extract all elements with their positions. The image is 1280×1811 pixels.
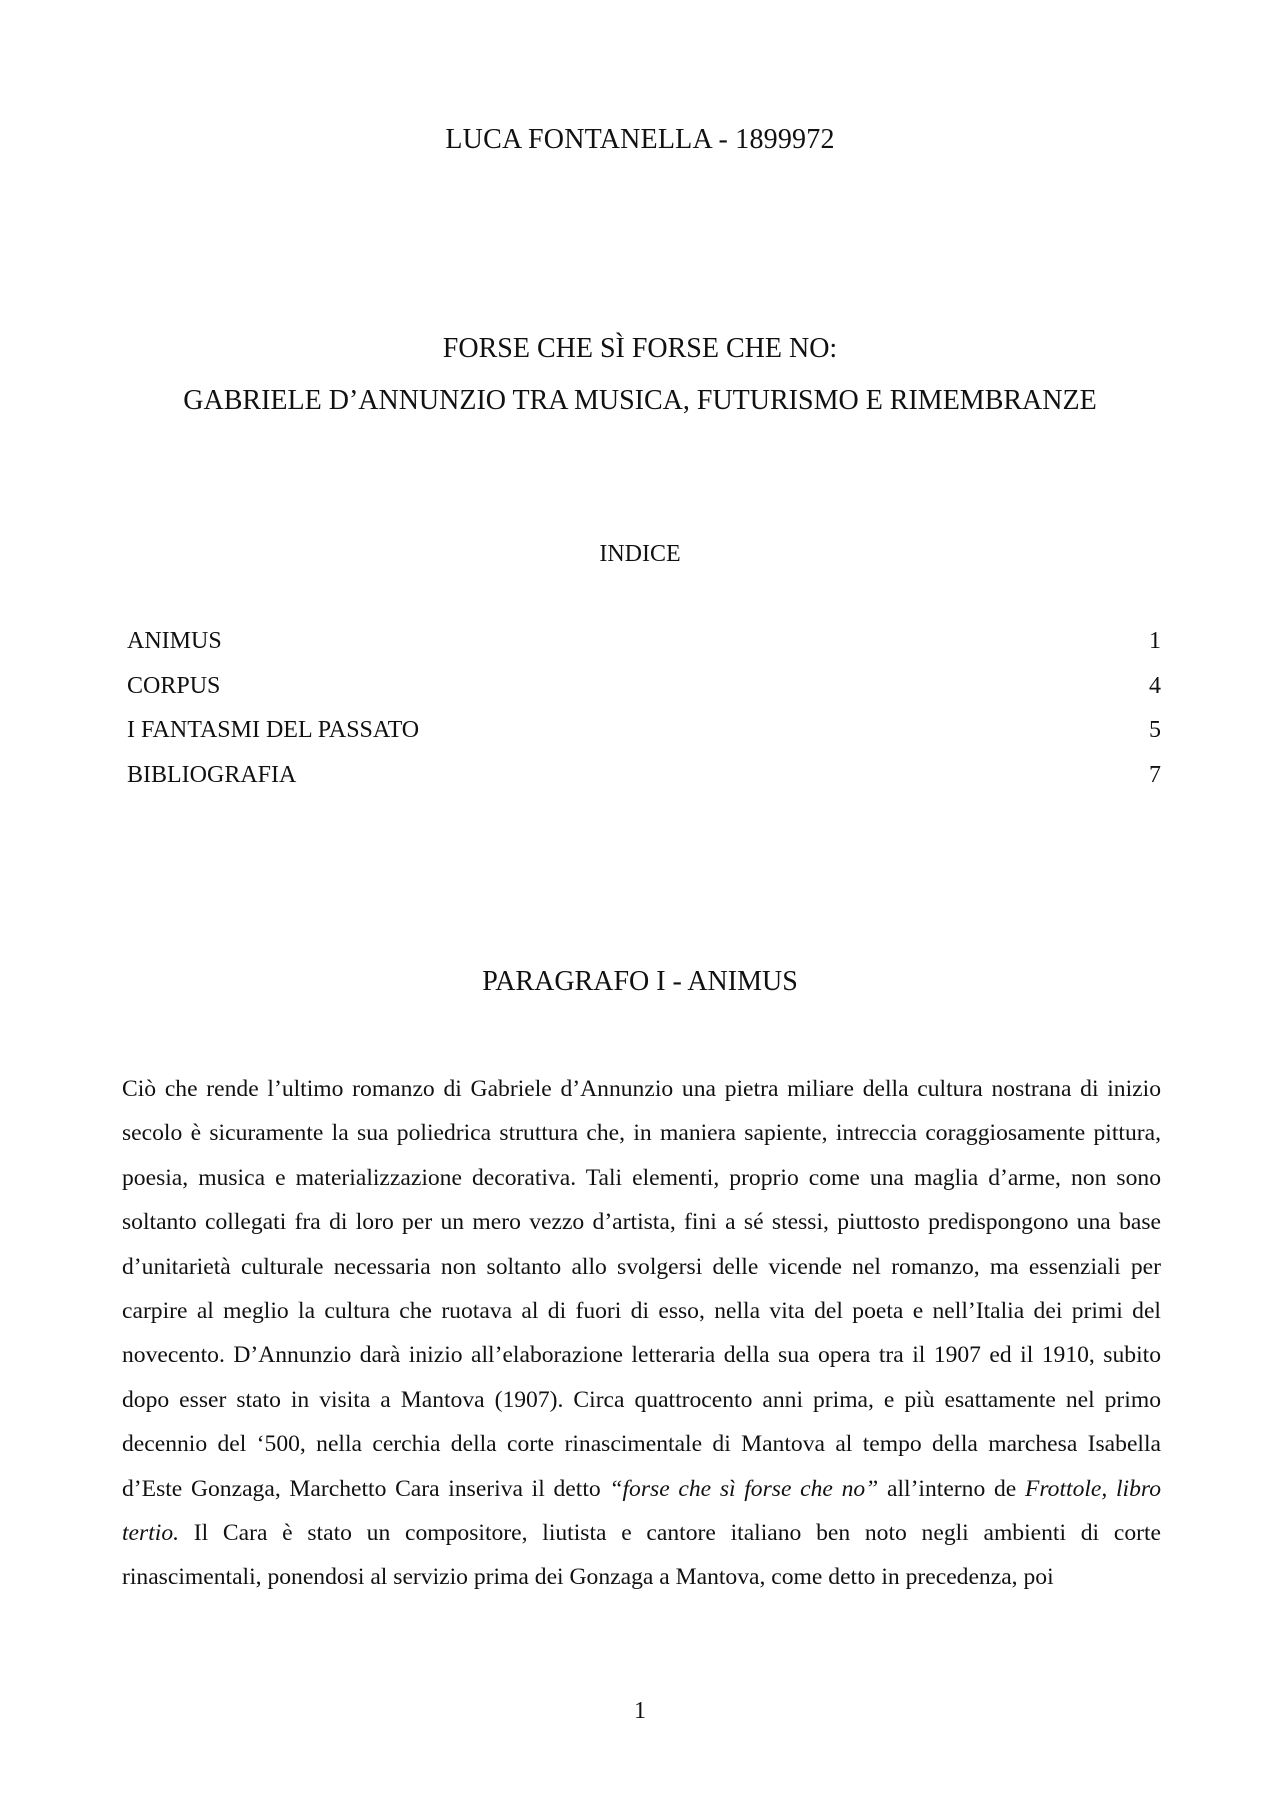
toc-entry-page: 4 bbox=[1149, 672, 1161, 699]
toc-entry-page: 5 bbox=[1149, 717, 1161, 743]
paragraph-text-part-3: Il Cara è stato un compositore, liutista e cantore italiano ben noto negli ambienti di corte rinascimentali, ponendosi al servizio prima dei Gonzaga a Mantova, come detto in precedenza, poi bbox=[122, 1520, 1161, 1591]
toc-entry bbox=[127, 717, 1161, 762]
document-title-line-2: GABRIELE D’ANNUNZIO TRA MUSICA, FUTURISMO E RIMEMBRANZE bbox=[183, 385, 1097, 416]
author-line: LUCA FONTANELLA - 1899972 bbox=[445, 124, 835, 155]
paragraph-text-part-1: Ciò che rende l’ultimo romanzo di Gabriele d’Annunzio una pietra miliare della cultura nostrana di inizio secolo è sicuramente la sua poliedrica struttura che, in maniera sapiente, intreccia coraggiosamente pittura, poesia, musica e materializzazione decorativa. Tali elementi, proprio come una maglia d’arme, non sono soltanto collegati fra di loro per un mero vezzo d’artista, fini a sé stessi, piuttosto predispongono una base d’unitarietà culturale necessaria non soltanto allo svolgersi delle vicende nel romanzo, ma essenziali per carpire al meglio la cultura che ruotava al di fuori di esso, nella vita del poeta e nell’Italia dei primi del novecento. D’Annunzio darà inizio all’elaborazione letteraria della sua opera tra il 1907 ed il 1910, subito dopo esser stato in visita a Mantova (1907). Circa quattrocento anni prima, e più esattamente nel primo decennio del ‘500, nella cerchia della corte rinascimentale di Mantova al tempo della marchesa Isabella d’Este Gonzaga, Marchetto Cara inseriva il detto bbox=[122, 1076, 1161, 1502]
document-title-line-1: FORSE CHE SÌ FORSE CHE NO: bbox=[442, 333, 838, 364]
toc-heading: INDICE bbox=[599, 541, 681, 567]
toc-entry-page: 7 bbox=[1149, 761, 1161, 788]
paragraph-text bbox=[122, 1067, 1161, 1600]
toc-entry-page: 1 bbox=[1149, 628, 1161, 654]
toc-entry bbox=[127, 762, 1161, 807]
paragraph-text-part-2: all’interno de bbox=[878, 1475, 1025, 1502]
toc-entry-label: BIBLIOGRAFIA bbox=[127, 761, 297, 788]
toc-entry-label: I FANTASMI DEL PASSATO bbox=[127, 717, 420, 743]
section-title: PARAGRAFO I - ANIMUS bbox=[482, 966, 798, 997]
italic-quote: “forse che sì forse che no” bbox=[609, 1475, 879, 1502]
toc-entry-label: CORPUS bbox=[127, 672, 221, 699]
toc-entry bbox=[127, 628, 1161, 673]
page-number: 1 bbox=[634, 1698, 646, 1724]
toc-entry bbox=[127, 673, 1161, 718]
table-of-contents bbox=[127, 628, 1161, 806]
toc-entry-label: ANIMUS bbox=[127, 628, 222, 654]
body-paragraph bbox=[122, 1067, 1161, 1600]
italic-work-title: Frottole, libro tertio. bbox=[122, 1475, 1161, 1547]
